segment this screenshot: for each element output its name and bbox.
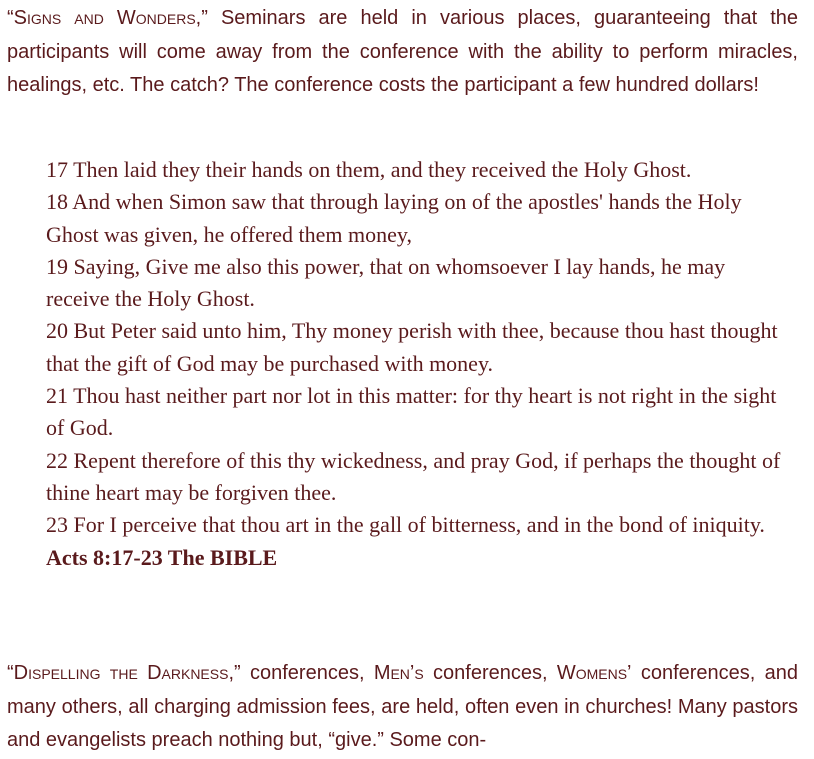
closing-smallcaps-3: Womens’: [556, 662, 632, 684]
scripture-block: [46, 154, 786, 574]
verse-18: 18 And when Simon saw that through laying on of the apostles' hands the Holy Ghost was given, he offered them money,: [46, 189, 742, 247]
closing-text-1: conferences,: [240, 662, 374, 684]
verse-22: 22 Repent therefore of this thy wickedness, and pray God, if perhaps the thought of thine heart may be forgiven thee.: [46, 447, 781, 505]
verse-20: 20 But Peter said unto him, Thy money perish with thee, because thou hast thought that the gift of God may be purchased with money.: [46, 318, 778, 376]
verse-21: 21 Thou hast neither part nor lot in this matter: for thy heart is not right in the sight of God.: [46, 383, 777, 441]
closing-smallcaps-1: “Dispelling the Darkness,”: [7, 662, 241, 684]
verse-19: 19 Saying, Give me also this power, that on whomsoever I lay hands, he may receive the Holy Ghost.: [46, 253, 726, 312]
verse-23: 23 For I perceive that thou art in the gall of bitterness, and in the bond of iniquity.: [46, 512, 765, 538]
intro-paragraph: [7, 2, 798, 103]
intro-text: Seminars are held in various places, guaranteeing that the participants will come away from the conference with the ability to perform miracles, healings, etc. The catch? The conference costs the participant a few hundred dollars!: [7, 7, 798, 97]
intro-lead-smallcaps: “Signs and Wonders,”: [7, 7, 208, 29]
closing-paragraph: [7, 657, 798, 758]
scripture-reference: Acts 8:17-23 The BIBLE: [46, 544, 278, 570]
verse-17: 17 Then laid they their hands on them, and they received the Holy Ghost.: [46, 157, 692, 182]
closing-text-2: conferences,: [423, 662, 557, 684]
closing-text-3: conferences, and many others, all charging admission fees, are held, often even in churches! Many pastors and evangelists preach nothing but, “give.” Some con-: [7, 662, 799, 752]
closing-smallcaps-2: Men’s: [373, 662, 424, 684]
